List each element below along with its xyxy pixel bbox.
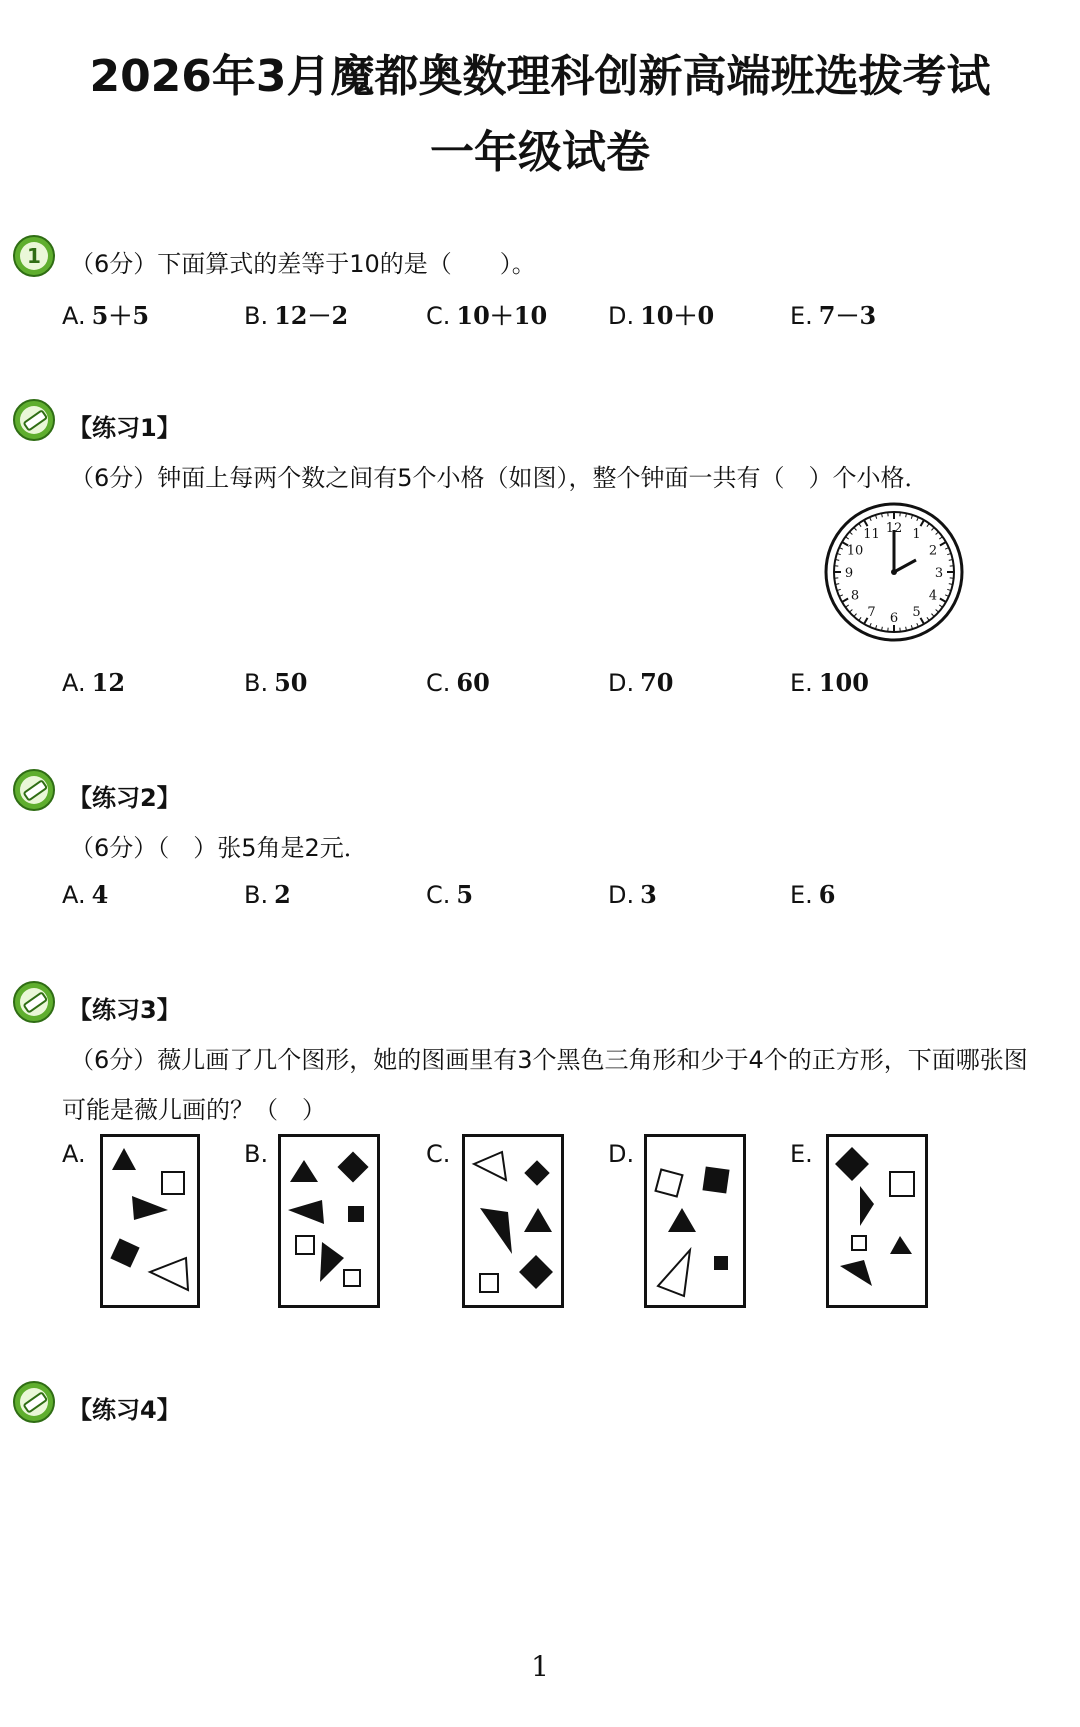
practice-3-text-line1: （6分）薇儿画了几个图形，她的图画里有3个黑色三角形和少于4个的正方形，下面哪张图 <box>70 1046 1028 1074</box>
practice-pencil-icon <box>12 398 58 444</box>
p3-option-e-figure <box>826 1134 928 1308</box>
practice-2-label: 【练习2】 <box>68 784 181 812</box>
practice-2-text: （6分）（ ）张5角是2元． <box>70 834 368 862</box>
clock-number: 2 <box>928 543 938 559</box>
question-number-badge-icon <box>12 234 58 280</box>
practice-4-label: 【练习4】 <box>68 1396 181 1424</box>
p3-option-c-letter: C. <box>426 1140 451 1168</box>
clock-number: 12 <box>885 521 903 536</box>
p3-option-c-figure <box>462 1134 564 1308</box>
badge-number: 1 <box>27 244 41 268</box>
practice-1-text: （6分）钟面上每两个数之间有5个小格（如图），整个钟面一共有（ ）个小格． <box>70 464 929 492</box>
clock-number: 11 <box>863 527 880 543</box>
clock-number: 4 <box>928 588 938 604</box>
q1-option-b: B. 12－2 <box>244 301 349 330</box>
clock-number: 1 <box>912 527 921 543</box>
clock-number: 3 <box>934 566 944 581</box>
clock-figure <box>822 500 966 644</box>
practice-pencil-icon <box>12 980 58 1026</box>
p3-option-a-figure <box>100 1134 200 1308</box>
clock-number: 6 <box>889 611 899 626</box>
p1-option-d: D. 70 <box>608 668 674 697</box>
page-number: 1 <box>531 1650 549 1683</box>
q1-option-a: A. 5＋5 <box>62 301 150 330</box>
p2-option-a: A. 4 <box>62 880 109 909</box>
practice-pencil-icon <box>12 1380 58 1426</box>
clock-number: 5 <box>912 604 921 620</box>
practice-pencil-icon <box>12 768 58 814</box>
clock-number: 7 <box>867 604 876 620</box>
question-1-text: （6分）下面算式的差等于10的是（ ）。 <box>70 250 536 278</box>
practice-3-text-line2: 可能是薇儿画的？（ ） <box>62 1096 326 1124</box>
p3-option-a-letter: A. <box>62 1140 86 1168</box>
clock-center <box>891 569 897 575</box>
p1-option-b: B. 50 <box>244 668 308 697</box>
clock-number: 8 <box>850 588 860 604</box>
p2-option-c: C. 5 <box>426 880 474 909</box>
p1-option-a: A. 12 <box>62 668 126 697</box>
p2-option-b: B. 2 <box>244 880 291 909</box>
p2-option-e: E. 6 <box>790 880 836 909</box>
q1-option-e: E. 7－3 <box>790 301 877 330</box>
p3-option-e-letter: E. <box>790 1140 813 1168</box>
exam-subtitle: 一年级试卷 <box>430 127 650 178</box>
q1-option-d: D. 10＋0 <box>608 301 715 330</box>
clock-number: 10 <box>846 543 864 559</box>
p1-option-e: E. 100 <box>790 668 869 697</box>
practice-3-label: 【练习3】 <box>68 996 181 1024</box>
practice-1-label: 【练习1】 <box>68 414 181 442</box>
p2-option-d: D. 3 <box>608 880 657 909</box>
p3-option-d-letter: D. <box>608 1140 635 1168</box>
q1-option-c: C. 10＋10 <box>426 301 548 330</box>
clock-number: 9 <box>844 566 854 581</box>
p1-option-c: C. 60 <box>426 668 490 697</box>
p3-option-d-figure <box>644 1134 746 1308</box>
p3-option-b-letter: B. <box>244 1140 269 1168</box>
exam-title: 2026年3月魔都奥数理科创新高端班选拔考试 <box>89 51 991 102</box>
p3-option-b-figure <box>278 1134 380 1308</box>
